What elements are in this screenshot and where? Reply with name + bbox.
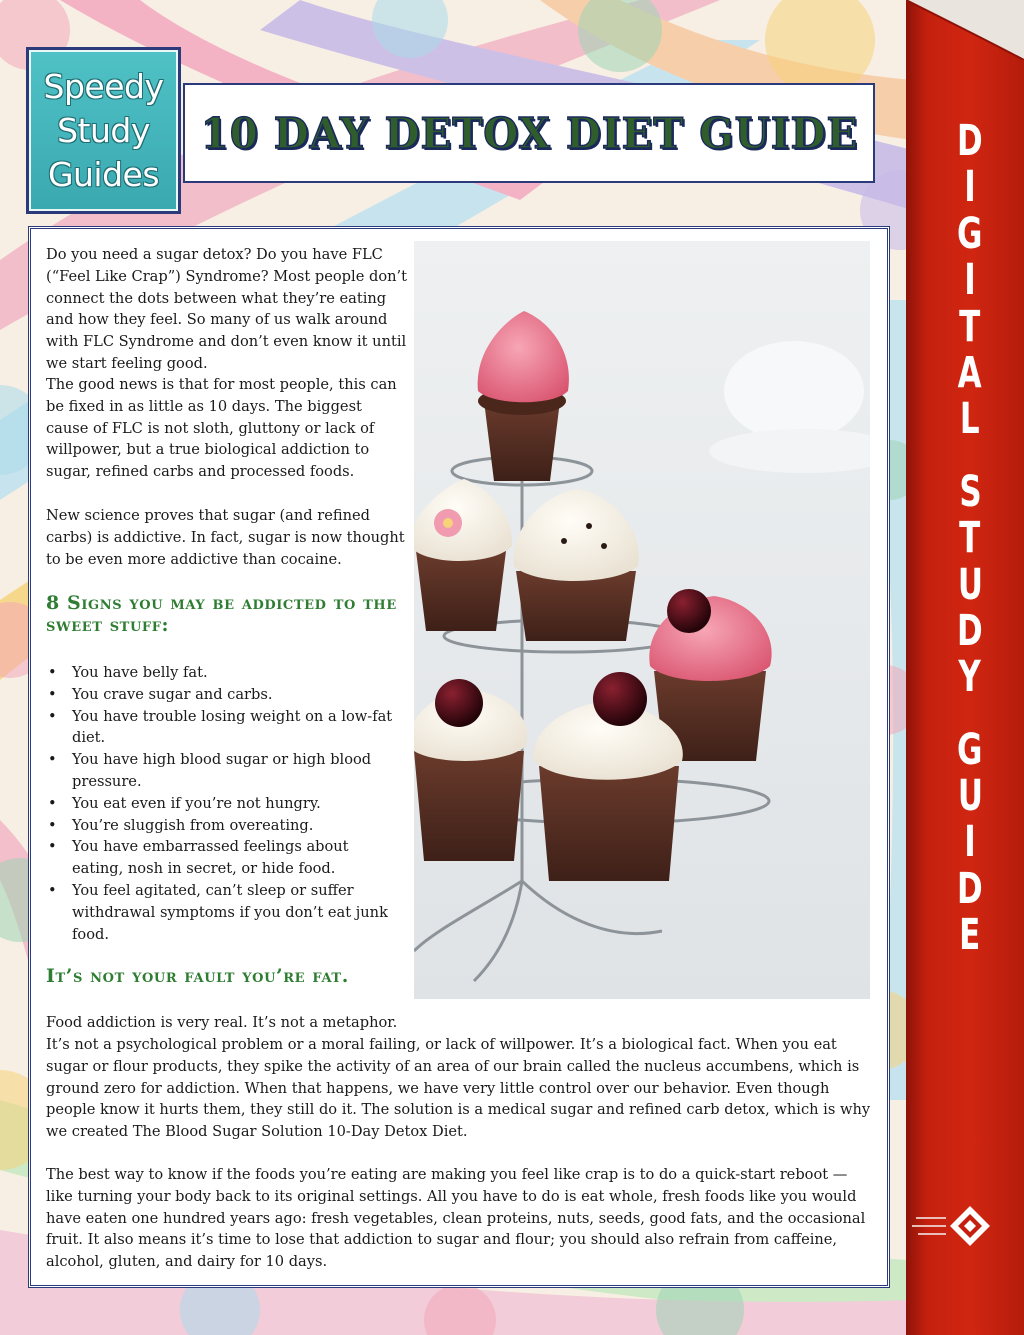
spine-letter: S bbox=[958, 466, 982, 517]
intro-paragraph-3: New science proves that sugar (and refined carbs) is addictive. In fact, sugar is now thought to be even more addictive than cocaine. bbox=[46, 507, 405, 568]
spine-letter: U bbox=[957, 559, 983, 610]
spine-letter: D bbox=[957, 116, 983, 166]
list-item: • You crave sugar and carbs. bbox=[46, 684, 396, 706]
body-lead: Food addiction is very real. It’s not a metaphor. bbox=[46, 1014, 398, 1031]
spine-letter: D bbox=[957, 605, 983, 656]
spine-letter: I bbox=[964, 255, 976, 306]
publisher-logo-icon bbox=[912, 1200, 1008, 1252]
spine-letter: L bbox=[960, 394, 980, 445]
badge-line: Guides bbox=[47, 154, 160, 194]
body-paragraph-1: It’s not a psychological problem or a moral failing, or lack of willpower. It’s a biological fact. When you eat sugar or flour products, they spike the activity of an area of our brain called the nucleus accumbens, which is ground zero for addiction. When that happens, we have very little control over our behavior. Even though people know it hurts them, they still do it. The solution is a medical sugar and refined carb detox, which is why we created The Blood Sugar Solution 10-Day Detox Diet. bbox=[46, 1036, 871, 1141]
badge-line: Speedy bbox=[43, 66, 164, 106]
body-paragraph-2: The best way to know if the foods you’re eating are making you feel like crap is to do a quick-start reboot — like turning your body back to its original settings. All you have to do is eat whole, fresh foods like you would have eaten one hundred years ago: fresh vegetables, clean proteins, nuts, seeds, good fats, and the occasional fruit. It also means it’s time to lose that addiction to sugar and flour; you should also refrain from caffeine, alcohol, gluten, and dairy for 10 days. bbox=[46, 1166, 866, 1271]
signs-list bbox=[46, 662, 396, 945]
spine-letter: I bbox=[964, 817, 976, 868]
intro-paragraph-2: The good news is that for most people, this can be fixed in as little as 10 days. The biggest cause of FLC is not sloth, gluttony or lack of willpower, but a true biological addiction to sugar, refined carbs and processed foods. bbox=[46, 376, 397, 481]
spine-letter: G bbox=[957, 724, 983, 775]
spine-letter: Y bbox=[958, 652, 982, 703]
title-banner bbox=[183, 83, 875, 183]
spine-letter: I bbox=[964, 162, 976, 213]
page-curl bbox=[906, 0, 1024, 60]
badge-panel bbox=[29, 50, 178, 211]
list-item: • You have trouble losing weight on a low-fat diet. bbox=[46, 706, 396, 750]
spine-letter: T bbox=[959, 301, 981, 352]
badge-line: Study bbox=[57, 110, 150, 150]
speedy-study-guides-badge bbox=[26, 47, 181, 214]
signs-heading: 8 Signs you may be addicted to the sweet stuff: bbox=[46, 592, 397, 636]
spine-letter: A bbox=[958, 347, 982, 398]
page-title: 10 DAY DETOX DIET GUIDE bbox=[200, 108, 858, 158]
spine-letter: E bbox=[959, 910, 981, 961]
spine-letter: G bbox=[957, 208, 983, 259]
spine-letter: T bbox=[959, 513, 981, 564]
list-item: • You have embarrassed feelings about eating, nosh in secret, or hide food. bbox=[46, 836, 396, 880]
intro-paragraph-1: Do you need a sugar detox? Do you have FLC (“Feel Like Crap”) Syndrome? Most people don’t connect the dots between what they’re eating and how they feel. So many of us walk around with FLC Syndrome and don’t even know it until we start feeling good. bbox=[46, 246, 408, 372]
list-item: • You feel agitated, can’t sleep or suffer withdrawal symptoms if you don’t eat junk food. bbox=[46, 880, 396, 945]
cupcakes-photo bbox=[414, 241, 870, 999]
list-item: • You have high blood sugar or high blood pressure. bbox=[46, 749, 396, 793]
spine-title bbox=[935, 118, 1005, 959]
list-item: • You have belly fat. bbox=[46, 662, 396, 684]
list-item: • You eat even if you’re not hungry. bbox=[46, 793, 396, 815]
spine-letter: U bbox=[957, 771, 983, 822]
spine-letter: D bbox=[957, 863, 983, 914]
fault-heading: It’s not your fault you’re fat. bbox=[46, 965, 349, 987]
list-item: • You’re sluggish from overeating. bbox=[46, 815, 396, 837]
